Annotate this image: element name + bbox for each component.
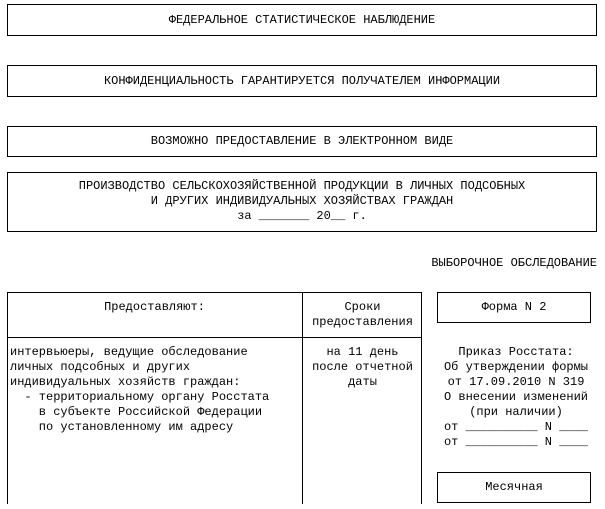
submitters-line: по установленному им адресу	[10, 420, 234, 434]
title-line-1: ПРОИЗВОДСТВО СЕЛЬСКОХОЗЯЙСТВЕННОЙ ПРОДУКЦИИ В ЛИЧНЫХ ПОДСОБНЫХ	[78, 179, 526, 193]
order-block	[432, 345, 600, 450]
submitters-line: в субъекте Российской Федерации	[10, 405, 263, 419]
electronic-submission-text: ВОЗМОЖНО ПРЕДОСТАВЛЕНИЕ В ЭЛЕКТРОННОМ ВИДЕ	[150, 134, 454, 148]
form-number: Форма N 2	[481, 300, 547, 314]
order-line: Об утверждении формы	[443, 360, 589, 374]
deadlines-line: даты	[348, 375, 377, 389]
federal-observation-text: ФЕДЕРАЛЬНОЕ СТАТИСТИЧЕСКОЕ НАБЛЮДЕНИЕ	[168, 12, 436, 27]
order-line: от __________ N ____	[443, 435, 589, 449]
title-line-2: И ДРУГИХ ИНДИВИДУАЛЬНЫХ ХОЗЯЙСТВАХ ГРАЖДАН	[150, 194, 454, 208]
federal-observation-band	[7, 4, 597, 36]
table-header-divider	[7, 337, 422, 338]
submitters-line: интервьюеры, ведущие обследование	[10, 345, 248, 359]
deadlines-cell	[303, 345, 422, 390]
deadlines-header-line-1: Сроки	[344, 300, 381, 314]
order-line: Приказ Росстата:	[458, 345, 574, 359]
submitters-cell	[10, 345, 300, 435]
order-line: (при наличии)	[469, 405, 563, 419]
survey-type: ВЫБОРОЧНОЕ ОБСЛЕДОВАНИЕ	[431, 256, 597, 270]
order-line: от __________ N ____	[443, 420, 589, 434]
table-header-submitters: Предоставляют:	[104, 300, 205, 314]
form-number-box	[437, 292, 591, 323]
confidentiality-band	[7, 65, 597, 97]
order-line: от 17.09.2010 N 319	[447, 375, 585, 389]
order-line: О внесении изменений	[443, 390, 589, 404]
submitters-line: личных подсобных и других	[10, 360, 191, 374]
deadlines-line: после отчетной	[312, 360, 413, 374]
confidentiality-text: КОНФИДЕНЦИАЛЬНОСТЬ ГАРАНТИРУЕТСЯ ПОЛУЧАТЕЛЕМ ИНФОРМАЦИИ	[103, 73, 501, 88]
submitters-line: - территориальному органу Росстата	[10, 390, 270, 404]
deadlines-line: на 11 день	[326, 345, 399, 359]
form-title-block	[7, 172, 597, 232]
electronic-submission-band	[7, 126, 597, 157]
title-line-3: за _______ 20__ г.	[237, 209, 367, 223]
periodicity-box	[437, 472, 591, 503]
submitters-line: индивидуальных хозяйств граждан:	[10, 375, 241, 389]
table-header-deadlines	[303, 300, 422, 330]
periodicity: Месячная	[485, 480, 543, 494]
deadlines-header-line-2: предоставления	[312, 315, 413, 329]
